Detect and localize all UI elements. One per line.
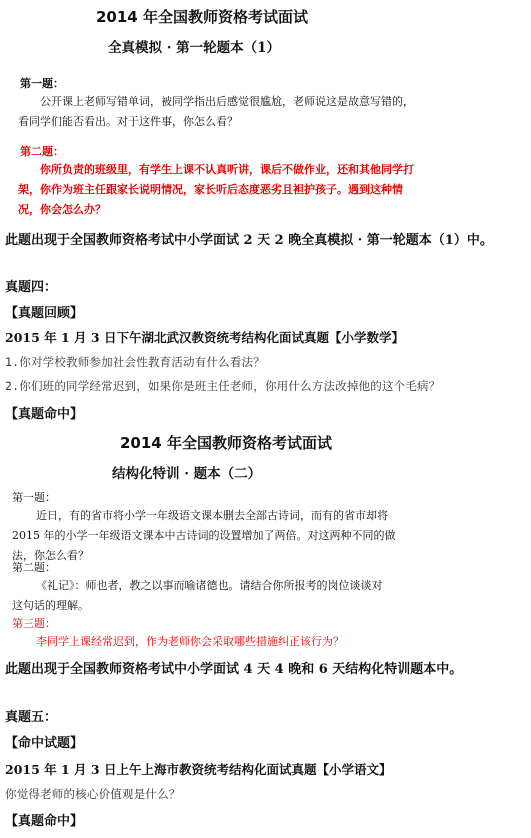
block1-q2-text: 你所负责的班级里，有学生上课不认真听讲，课后不做作业，还和其他同学打架，你作为班主任跟家长说明情况，家长听后态度恶劣且袒护孩子。遇到这种情况，你会怎么办？ xyxy=(18,163,414,216)
block2-subtitle: 结构化特训 · 题本（二） xyxy=(112,466,262,482)
block2-q1-text: 近日，有的省市将小学一年级语文课本删去全部古诗词，而有的省市却将 2015 年的小学一年级语文课本中古诗词的设置增加了两倍。对这两种不同的做法，你怎么看？ xyxy=(12,509,396,562)
note1: 此题出现于全国教师资格考试中小学面试 2 天 2 晚全真模拟 · 第一轮题本（1）中。 xyxy=(5,233,493,248)
section4-hit: 【真题命中】 xyxy=(5,407,84,422)
block1-q2-label: 第二题： xyxy=(20,145,64,158)
block2-title: 2014 年全国教师资格考试面试 xyxy=(120,434,332,452)
section4-exam: 2015 年 1 月 3 日下午湖北武汉教资统考结构化面试真题【小学数学】 xyxy=(5,330,404,345)
block2-q3-label: 第三题： xyxy=(12,617,56,630)
section5-heading: 真题五： xyxy=(5,710,58,725)
section5-q1: 你觉得老师的核心价值观是什么？ xyxy=(5,787,181,801)
block1-subtitle: 全真模拟 · 第一轮题本（1） xyxy=(108,40,280,56)
section4-q1: 1.你对学校教师参加社会性教育活动有什么看法？ xyxy=(5,355,265,369)
block1-q1-text: 公开课上老师写错单词，被同学指出后感觉很尴尬，老师说这是故意写错的，看同学们能否看出。对于这件事，你怎么看？ xyxy=(18,95,414,128)
block1-q1-label: 第一题： xyxy=(20,77,64,90)
section4-heading: 真题四： xyxy=(5,280,58,295)
block1-title: 2014 年全国教师资格考试面试 xyxy=(96,8,308,26)
section5-hit: 【真题命中】 xyxy=(5,814,84,829)
block2-q2-label: 第二题： xyxy=(12,561,56,574)
note2: 此题出现于全国教师资格考试中小学面试 4 天 4 晚和 6 天结构化特训题本中。 xyxy=(5,662,463,677)
section4-review: 【真题回顾】 xyxy=(5,306,84,321)
section4-q2: 2.你们班的同学经常迟到，如果你是班主任老师，你用什么方法改掉他的这个毛病？ xyxy=(5,379,441,393)
block2-q1-label: 第一题： xyxy=(12,491,56,504)
section5-review: 【命中试题】 xyxy=(5,736,84,751)
block2-q2-text: 《礼记》：师也者，教之以事而喻诸德也。请结合你所报考的岗位谈谈对这句话的理解。 xyxy=(12,579,383,612)
block2-q3-text: 李同学上课经常迟到，作为老师你会采取哪些措施纠正该行为？ xyxy=(36,635,344,648)
section5-exam: 2015 年 1 月 3 日上午上海市教资统考结构化面试真题【小学语文】 xyxy=(5,762,392,777)
